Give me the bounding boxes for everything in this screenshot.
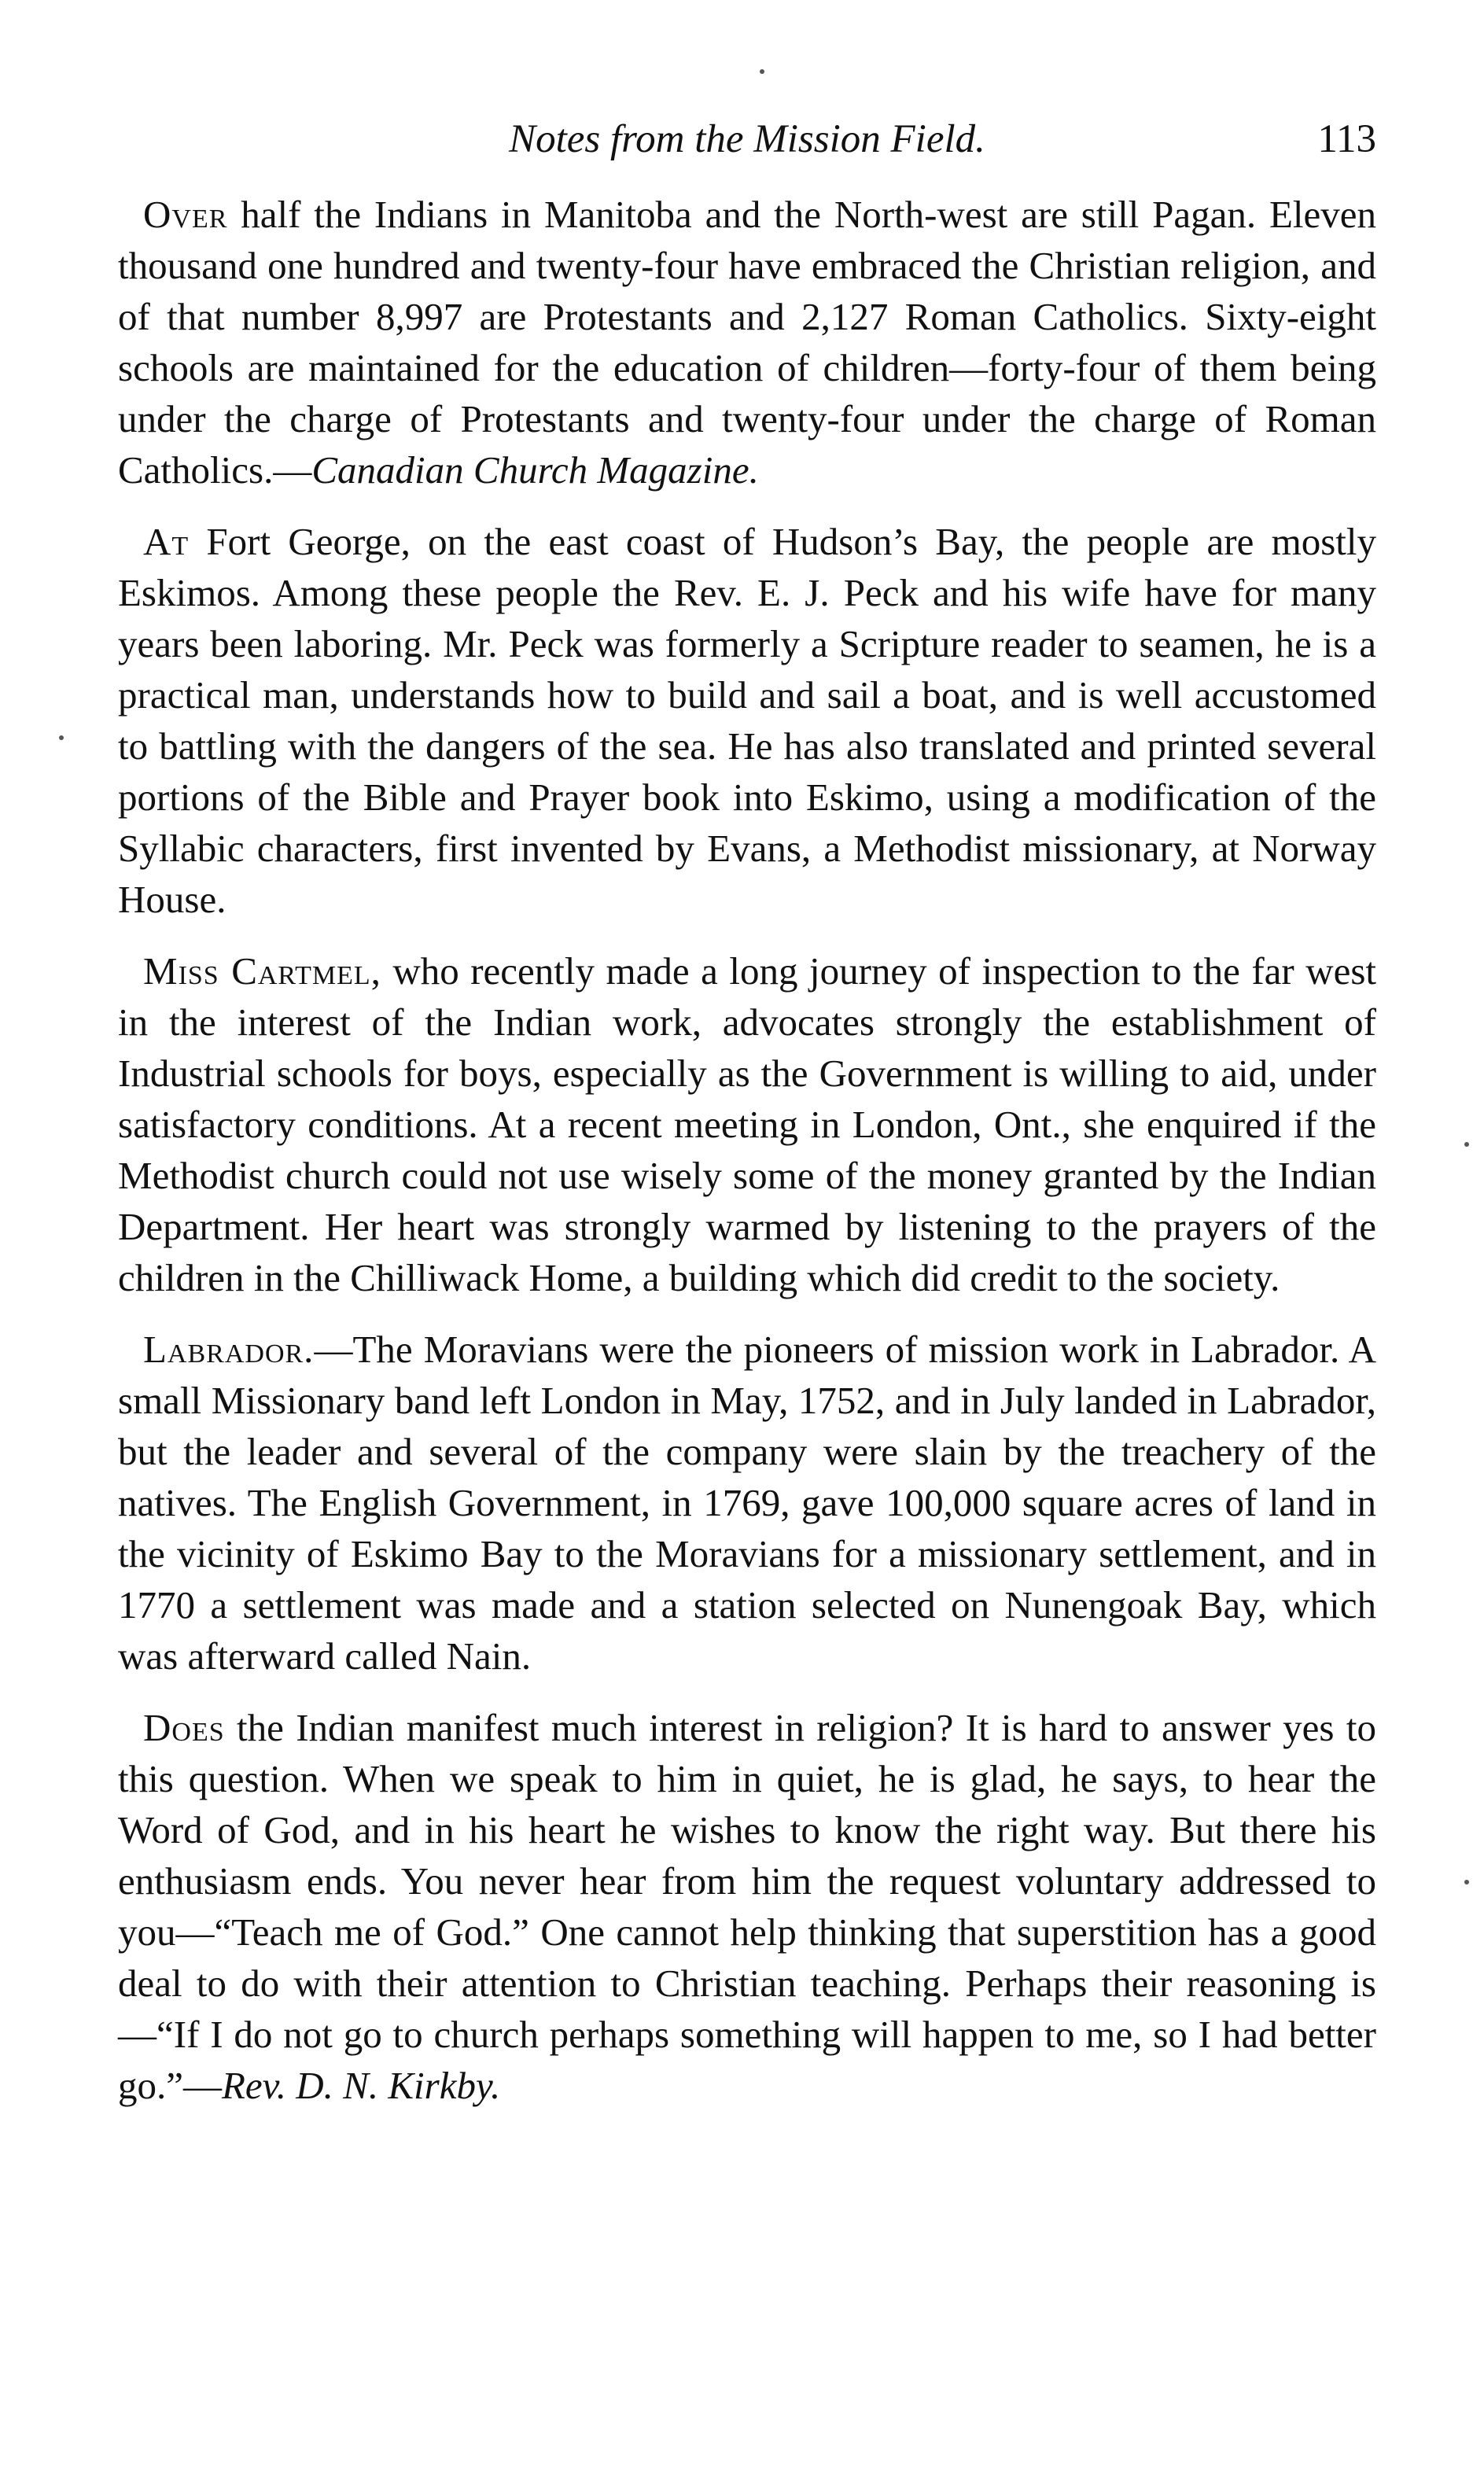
- paragraph-lead: Labrador.: [143, 1328, 315, 1371]
- running-head: [118, 112, 1376, 167]
- paragraph-text: who recently made a long journey of inspection to the far west in the interest of the Indian work, advocates strongly the establishment of Industrial schools for boys, especially as the Government is willing to aid, under satisfactory conditions. At a recent meeting in London, Ont., she enquired if the Methodist church could not use wisely some of the money granted by the Indian Department. Her heart was strongly warmed by listening to the prayers of the children in the Chilliwack Home, a building which did credit to the society.: [118, 949, 1377, 1299]
- paragraph-miss-cartmel: [118, 945, 1376, 1303]
- ink-speck: [59, 735, 64, 740]
- paragraph-labrador: [118, 1324, 1376, 1682]
- paragraph-fort-george: [118, 516, 1376, 925]
- paragraph-lead: Over: [143, 193, 228, 236]
- paragraph-lead: At: [143, 520, 190, 563]
- paragraph-text: half the Indians in Manitoba and the North-west are still Pagan. Eleven thousand one hundred and twenty-four have embraced the Christian religion, and of that number 8,997 are Protestants and 2,127 Roman Catholics. Sixty-eight schools are maintained for the education of children—forty-four of them being under the charge of Protestants and twenty-four under the charge of Roman Catholics.—: [118, 193, 1376, 492]
- paragraph-source: Canadian Church Magazine.: [311, 448, 759, 492]
- paragraph-lead: Does: [143, 1706, 225, 1749]
- ink-speck: [1464, 1880, 1469, 1884]
- page-number: 113: [1317, 117, 1376, 161]
- paragraph-text: Fort George, on the east coast of Hudson’s Bay, the people are mostly Eskimos. Among these people the Rev. E. J. Peck and his wife have for many years been laboring. Mr. Peck was formerly a Scripture reader to seamen, he is a practical man, understands how to build and sail a boat, and is well accustomed to battling with the dangers of the sea. He has also translated and printed several portions of the Bible and Prayer book into Eskimo, using a modification of the Syllabic characters, first invented by Evans, a Methodist missionary, at Norway House.: [118, 520, 1376, 921]
- paragraph-text: the Indian manifest much interest in religion? It is hard to answer yes to this question. When we speak to him in quiet, he is glad, he says, to hear the Word of God, and in his heart he wishes to know the right way. But there his enthusiasm ends. You never hear from him the request voluntary addressed to you—“Teach me of God.” One cannot help thinking that superstition has a good deal to do with their attention to Christian teaching. Perhaps their reasoning is—“If I do not go to church perhaps something will happen to me, so I had better go.”—: [118, 1706, 1376, 2107]
- ink-speck: [760, 69, 764, 74]
- paragraph-source: Rev. D. N. Kirkby.: [222, 2064, 501, 2107]
- paragraph-indian-religion: [118, 1702, 1376, 2111]
- paragraph-indians-manitoba: [118, 189, 1376, 496]
- paragraph-text: —The Moravians were the pioneers of mission work in Labrador. A small Missionary band left London in May, 1752, and in July landed in Labrador, but the leader and several of the company were slain by the treachery of the natives. The English Government, in 1769, gave 100,000 square acres of land in the vicinity of Eskimo Bay to the Moravians for a missionary settlement, and in 1770 a settlement was made and a station selected on Nunengoak Bay, which was afterward called Nain.: [118, 1328, 1376, 1678]
- ink-speck: [1464, 1142, 1469, 1147]
- text-block: [118, 189, 1376, 2131]
- running-title: Notes from the Mission Field.: [509, 117, 985, 161]
- paragraph-lead: Miss Cartmel,: [143, 949, 381, 993]
